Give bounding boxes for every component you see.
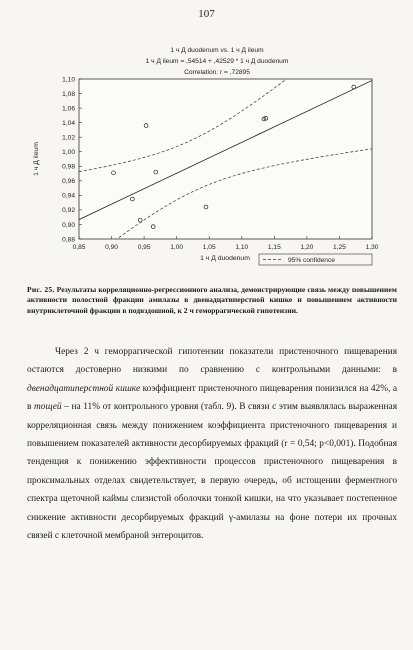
y-tick-label: 1,06 (62, 105, 75, 113)
chart-title-line: Correlation: r = ,72895 (184, 69, 250, 76)
x-axis-label: 1 ч Д duodenum (200, 255, 250, 262)
x-tick-label: 1,15 (267, 244, 281, 251)
y-tick-label: 0,88 (62, 236, 75, 244)
scatter-chart (0, 0, 413, 285)
x-tick-label: 1,20 (300, 244, 314, 251)
body-text-segment: Через 2 ч геморрагической гипотензии показатели пристеночного пищеварения остаются достоверно низкими по сравнению с контрольными данными: в (27, 347, 397, 376)
body-emphasis-duodenum: двенадцатиперстной кишке (27, 383, 141, 394)
page-number: 107 (198, 8, 215, 20)
x-tick-label: 1,10 (235, 244, 249, 251)
y-tick-label: 0,92 (62, 207, 75, 215)
figure-caption-label: Рис. 25. (27, 285, 55, 294)
x-tick-label: 1,25 (333, 244, 346, 251)
plot-frame (79, 79, 372, 239)
y-tick-label: 1,04 (62, 119, 75, 127)
y-tick-label: 0,90 (62, 221, 75, 229)
x-tick-label: 0,85 (72, 244, 86, 251)
y-tick-label: 1,08 (62, 90, 75, 98)
y-tick-label: 1,02 (62, 134, 75, 142)
y-tick-label: 0,94 (62, 192, 75, 200)
figure-caption (27, 285, 397, 316)
figure-caption-text: Результаты корреляционно-регрессионного анализа, демонстрирующие связь между повышением активности полостной фракции амилазы в двенадцатиперстной кишке и повышением активности внутриклеточной фракции в подвздошной, к 2 ч геморрагической гипотензии. (27, 285, 397, 315)
y-tick-label: 1,10 (62, 76, 75, 84)
x-tick-label: 0,95 (137, 244, 151, 251)
y-tick-label: 1,00 (62, 149, 75, 157)
confidence-legend (259, 254, 372, 265)
chart-title-line: 1 ч Д duodenum vs. 1 ч Д ileum (170, 47, 264, 54)
y-tick-label: 0,96 (62, 178, 75, 186)
chart-title-line: 1 ч Д ileum = ,54514 + ,42529 * 1 ч Д duodenum (145, 58, 289, 65)
y-tick-label: 0,98 (62, 163, 75, 171)
body-text-segment: коэффициент пристеночного пищеварения понизился на 42%, а в (27, 383, 397, 413)
x-tick-label: 1,30 (365, 244, 379, 251)
x-tick-label: 1,00 (170, 244, 184, 251)
body-text-segment: – на 11% от контрольного уровня (табл. 9). В связи с этим выявлялась выраженная корреляционная связь между понижением коэффициента пристеночного пищеварения и повышением показателей активности десорбируемых фракций (r = 0,54; p<0,001). Подобная тенденция к понижению эффективности процессов пристеночного пищеварения в проксимальных отделах свидетельствует, в первую очередь, об истощении ферментного спектра щеточной каймы слизистой оболочки тонкой кишки, на что указывает постепенное снижение активности десорбируемых фракций γ-амилазы на фоне потери их прочных связей с клеточной мембраной энтероцитов. (27, 402, 397, 542)
body-emphasis-jejunum: тощей (34, 402, 62, 413)
y-axis-label: 1 ч Д ileum (33, 142, 40, 176)
chart-title (146, 47, 289, 76)
x-tick-label: 0,90 (105, 244, 118, 251)
body-paragraph (27, 343, 397, 545)
x-tick-label: 1,05 (202, 244, 216, 251)
confidence-legend-label: 95% confidence (288, 257, 335, 264)
